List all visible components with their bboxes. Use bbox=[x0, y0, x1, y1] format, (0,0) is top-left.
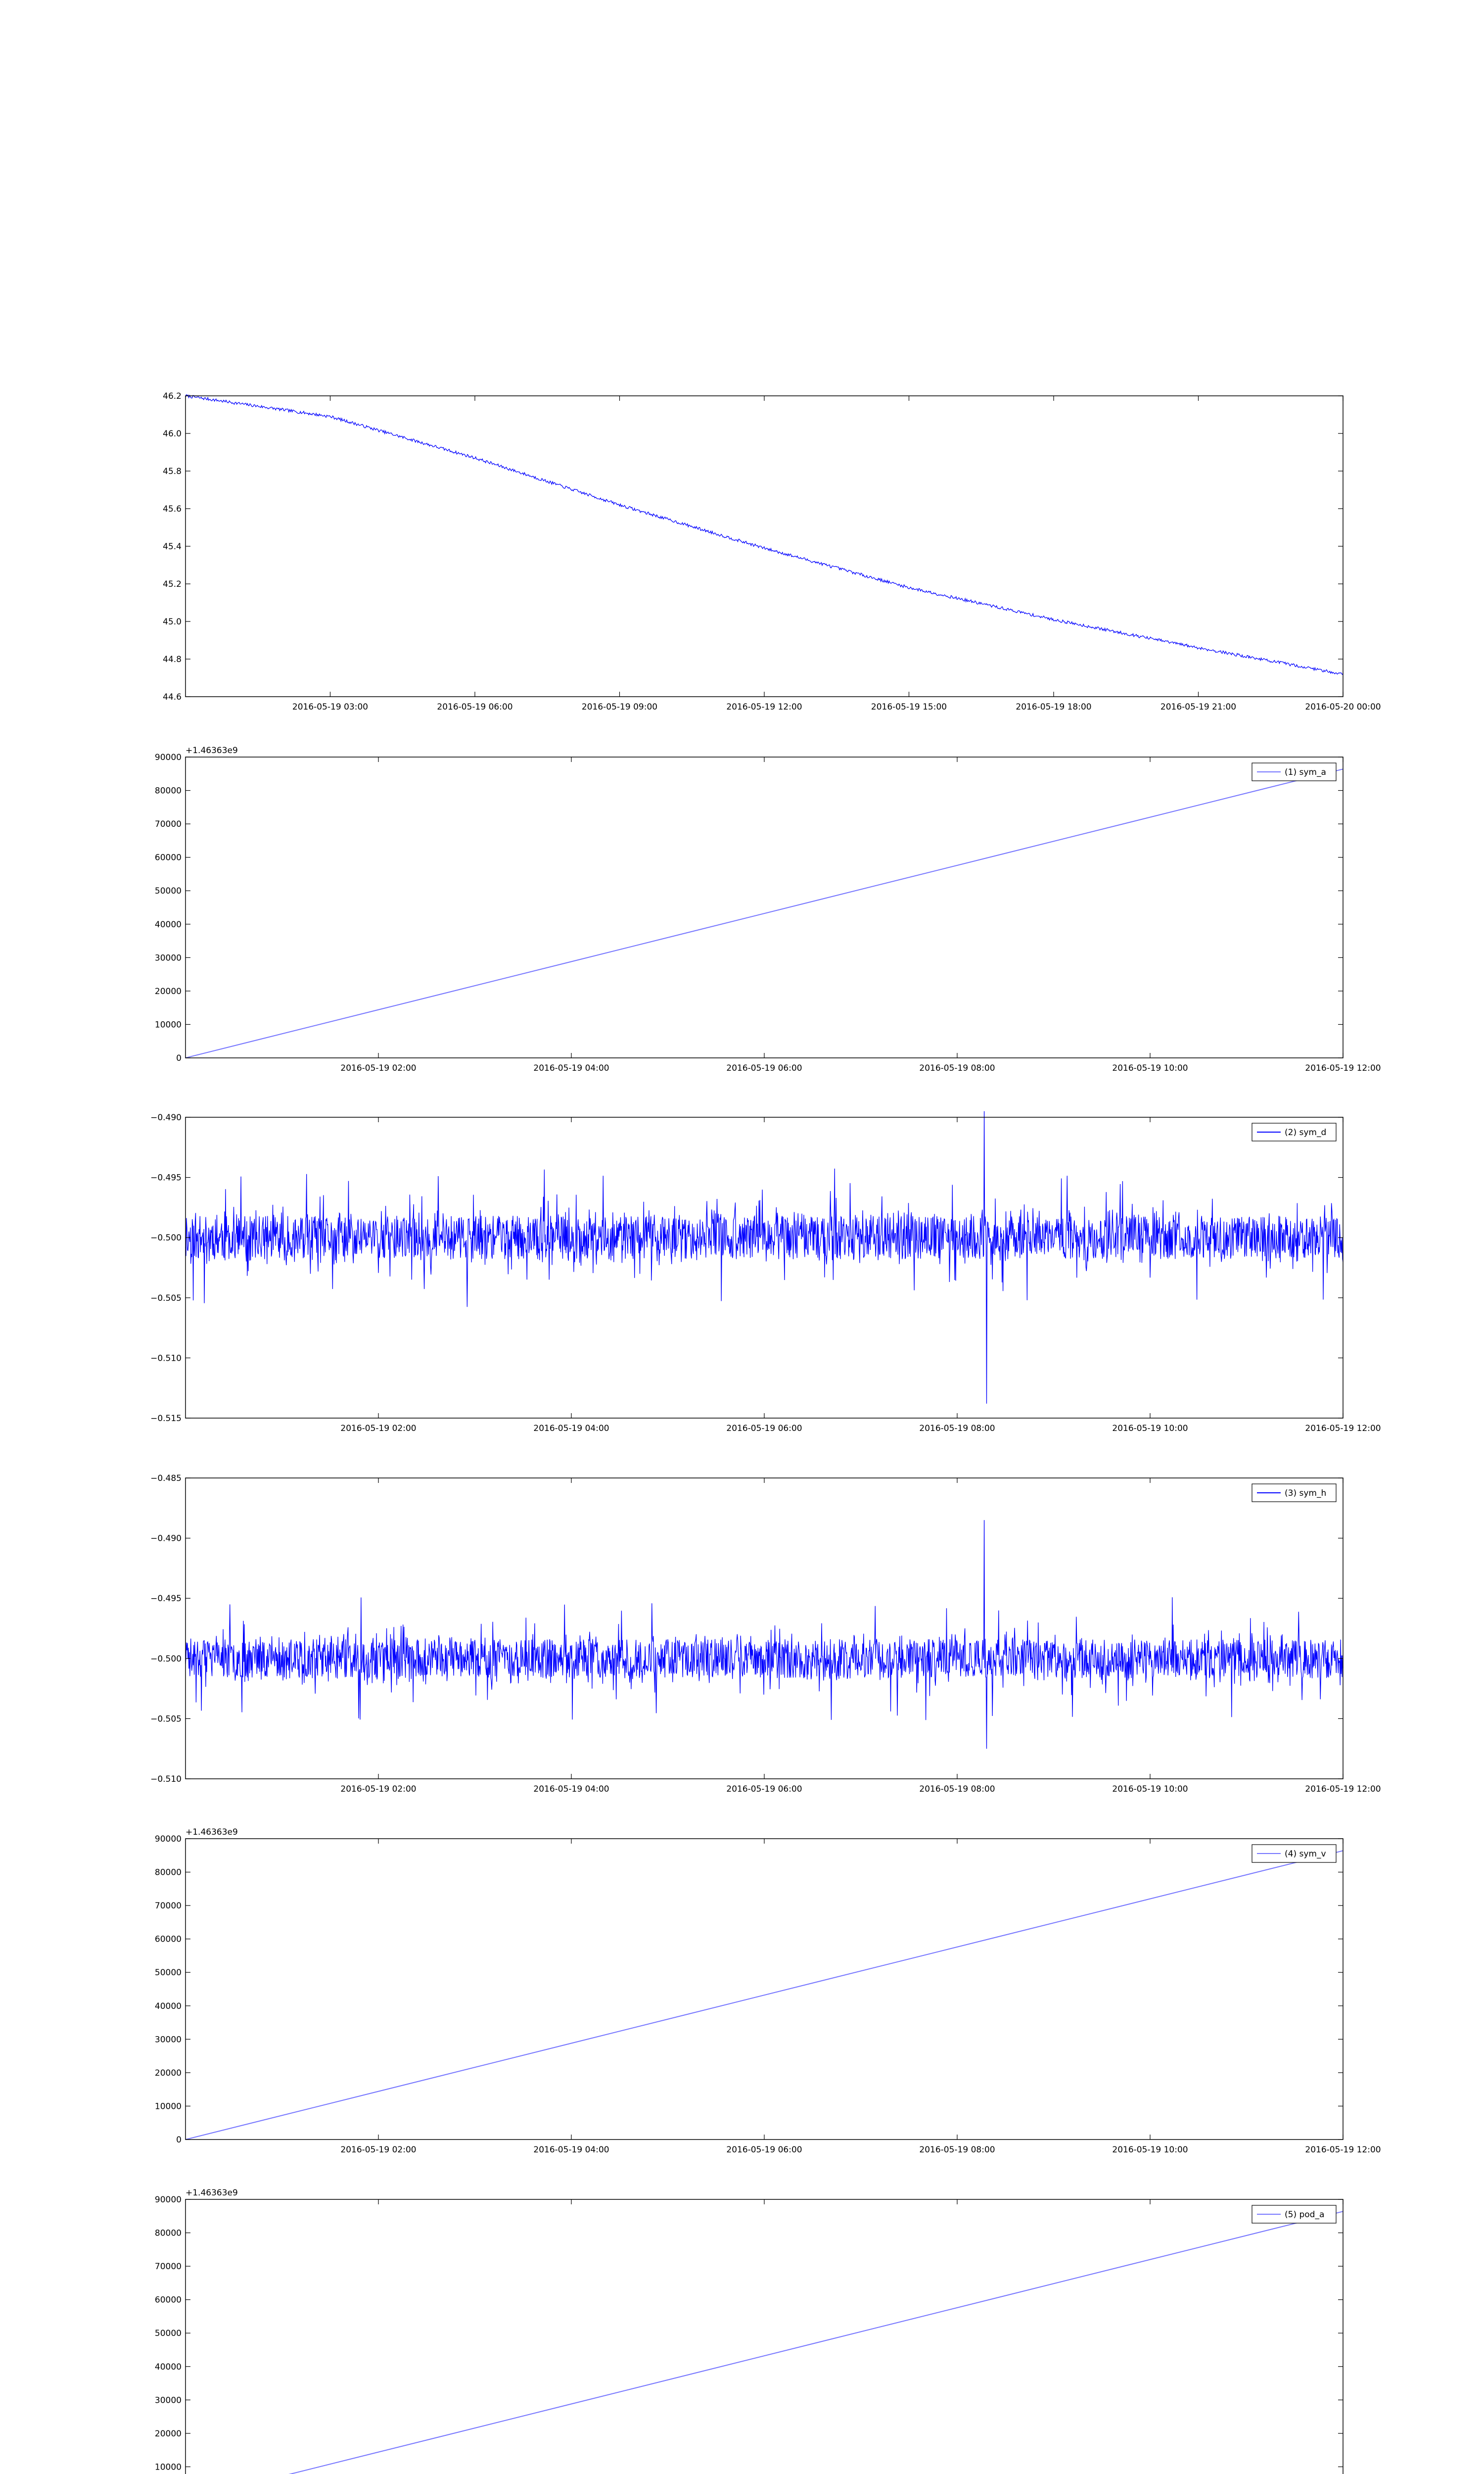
x-tick-label: 2016-05-19 12:00 bbox=[1305, 1063, 1381, 1073]
series-line-p3-0 bbox=[186, 1520, 1343, 1749]
chart-panel-p2 bbox=[150, 1111, 1381, 1433]
y-tick-label: 80000 bbox=[154, 786, 182, 796]
y-tick-label: 46.2 bbox=[163, 391, 182, 401]
y-tick-label: 10000 bbox=[154, 2462, 182, 2473]
y-tick-label: 44.6 bbox=[163, 692, 182, 702]
chart-panel-p4 bbox=[155, 1827, 1381, 2155]
series-line-p4-0 bbox=[186, 1851, 1343, 2140]
x-tick-label: 2016-05-19 08:00 bbox=[919, 1784, 995, 1794]
y-tick-label: 40000 bbox=[154, 2001, 182, 2011]
x-tick-label: 2016-05-19 21:00 bbox=[1160, 702, 1237, 712]
axes-frame bbox=[186, 2199, 1343, 2474]
x-tick-label: 2016-05-19 10:00 bbox=[1112, 1424, 1188, 1433]
x-tick-label: 2016-05-19 08:00 bbox=[919, 2145, 995, 2155]
chart-panel-p3 bbox=[150, 1474, 1381, 1794]
x-tick-label: 2016-05-19 04:00 bbox=[533, 1784, 609, 1794]
legend-label: (1) sym_a bbox=[1285, 767, 1326, 777]
y-tick-label: 20000 bbox=[154, 2068, 182, 2078]
x-tick-label: 2016-05-19 12:00 bbox=[1305, 1784, 1381, 1794]
chart-panel-p0 bbox=[163, 391, 1381, 712]
x-tick-label: 2016-05-19 02:00 bbox=[340, 1784, 417, 1794]
y-tick-label: 45.0 bbox=[163, 617, 182, 627]
y-tick-label: −0.500 bbox=[150, 1233, 182, 1243]
y-tick-label: 90000 bbox=[154, 1834, 182, 1844]
x-tick-label: 2016-05-19 02:00 bbox=[340, 1063, 417, 1073]
axes-frame bbox=[186, 1839, 1343, 2140]
axis-offset-label: +1.46363e9 bbox=[186, 746, 238, 756]
y-tick-label: 45.8 bbox=[163, 467, 182, 476]
y-tick-label: 46.0 bbox=[163, 429, 182, 439]
axes-frame bbox=[186, 757, 1343, 1058]
x-tick-label: 2016-05-20 00:00 bbox=[1305, 702, 1381, 712]
x-tick-label: 2016-05-19 09:00 bbox=[581, 702, 658, 712]
x-tick-label: 2016-05-19 04:00 bbox=[533, 1424, 609, 1433]
chart-panel-p1 bbox=[155, 746, 1381, 1073]
x-tick-label: 2016-05-19 12:00 bbox=[1305, 2145, 1381, 2155]
legend-label: (4) sym_v bbox=[1285, 1849, 1326, 1859]
x-tick-label: 2016-05-19 06:00 bbox=[726, 2145, 802, 2155]
x-tick-label: 2016-05-19 06:00 bbox=[726, 1424, 802, 1433]
series-line-p1-0 bbox=[186, 769, 1343, 1058]
axis-offset-label: +1.46363e9 bbox=[186, 2188, 238, 2198]
x-tick-label: 2016-05-19 18:00 bbox=[1016, 702, 1092, 712]
x-tick-label: 2016-05-19 04:00 bbox=[533, 1063, 609, 1073]
legend-label: (5) pod_a bbox=[1285, 2210, 1325, 2220]
y-tick-label: 80000 bbox=[154, 1867, 182, 1878]
x-tick-label: 2016-05-19 08:00 bbox=[919, 1063, 995, 1073]
series-line-p5-0 bbox=[186, 2211, 1343, 2474]
y-tick-label: −0.485 bbox=[150, 1474, 182, 1483]
y-tick-label: 20000 bbox=[154, 2428, 182, 2439]
y-tick-label: 0 bbox=[176, 1053, 182, 1063]
x-tick-label: 2016-05-19 10:00 bbox=[1112, 1784, 1188, 1794]
y-tick-label: 10000 bbox=[154, 2101, 182, 2112]
y-tick-label: −0.490 bbox=[150, 1533, 182, 1544]
x-tick-label: 2016-05-19 08:00 bbox=[919, 1424, 995, 1433]
y-tick-label: −0.505 bbox=[150, 1293, 182, 1303]
x-tick-label: 2016-05-19 10:00 bbox=[1112, 1063, 1188, 1073]
x-tick-label: 2016-05-19 02:00 bbox=[340, 1424, 417, 1433]
y-tick-label: −0.505 bbox=[150, 1714, 182, 1724]
x-tick-label: 2016-05-19 06:00 bbox=[726, 1063, 802, 1073]
x-tick-label: 2016-05-19 12:00 bbox=[1305, 1424, 1381, 1433]
y-tick-label: −0.510 bbox=[150, 1774, 182, 1784]
y-tick-label: 0 bbox=[176, 2135, 182, 2145]
y-tick-label: 50000 bbox=[154, 2329, 182, 2339]
y-tick-label: 30000 bbox=[154, 2395, 182, 2406]
y-tick-label: 60000 bbox=[154, 1934, 182, 1945]
y-tick-label: 45.2 bbox=[163, 579, 182, 589]
axes-frame bbox=[186, 396, 1343, 697]
y-tick-label: −0.515 bbox=[150, 1414, 182, 1424]
y-tick-label: 90000 bbox=[154, 2195, 182, 2205]
y-tick-label: 70000 bbox=[154, 819, 182, 830]
y-tick-label: −0.495 bbox=[150, 1173, 182, 1183]
y-tick-label: 50000 bbox=[154, 886, 182, 897]
legend-label: (3) sym_h bbox=[1285, 1488, 1327, 1498]
x-tick-label: 2016-05-19 06:00 bbox=[726, 1784, 802, 1794]
y-tick-label: −0.495 bbox=[150, 1594, 182, 1604]
axes-frame bbox=[186, 1117, 1343, 1418]
x-tick-label: 2016-05-19 02:00 bbox=[340, 2145, 417, 2155]
y-tick-label: 90000 bbox=[154, 753, 182, 762]
y-tick-label: 70000 bbox=[154, 1901, 182, 1911]
y-tick-label: −0.490 bbox=[150, 1113, 182, 1123]
y-tick-label: 30000 bbox=[154, 953, 182, 963]
x-tick-label: 2016-05-19 06:00 bbox=[437, 702, 513, 712]
y-tick-label: −0.500 bbox=[150, 1654, 182, 1664]
y-tick-label: 60000 bbox=[154, 853, 182, 863]
series-line-p2-0 bbox=[186, 1111, 1343, 1404]
y-tick-label: 20000 bbox=[154, 986, 182, 997]
y-tick-label: 70000 bbox=[154, 2262, 182, 2272]
y-tick-label: 10000 bbox=[154, 1020, 182, 1030]
series-line-p0-0 bbox=[186, 395, 1343, 674]
y-tick-label: 45.4 bbox=[163, 542, 182, 552]
y-tick-label: 50000 bbox=[154, 1968, 182, 1978]
x-tick-label: 2016-05-19 15:00 bbox=[871, 702, 947, 712]
y-tick-label: 44.8 bbox=[163, 655, 182, 665]
y-tick-label: 45.6 bbox=[163, 504, 182, 514]
y-tick-label: 30000 bbox=[154, 2035, 182, 2045]
axes-frame bbox=[186, 1478, 1343, 1779]
y-tick-label: 40000 bbox=[154, 2362, 182, 2372]
y-tick-label: 40000 bbox=[154, 919, 182, 930]
y-tick-label: 80000 bbox=[154, 2228, 182, 2238]
x-tick-label: 2016-05-19 03:00 bbox=[292, 702, 369, 712]
x-tick-label: 2016-05-19 04:00 bbox=[533, 2145, 609, 2155]
legend-label: (2) sym_d bbox=[1285, 1128, 1327, 1138]
axis-offset-label: +1.46363e9 bbox=[186, 1827, 238, 1837]
x-tick-label: 2016-05-19 12:00 bbox=[726, 702, 802, 712]
y-tick-label: 60000 bbox=[154, 2295, 182, 2305]
x-tick-label: 2016-05-19 10:00 bbox=[1112, 2145, 1188, 2155]
y-tick-label: −0.510 bbox=[150, 1353, 182, 1364]
chart-panel-p5 bbox=[155, 2188, 1381, 2474]
